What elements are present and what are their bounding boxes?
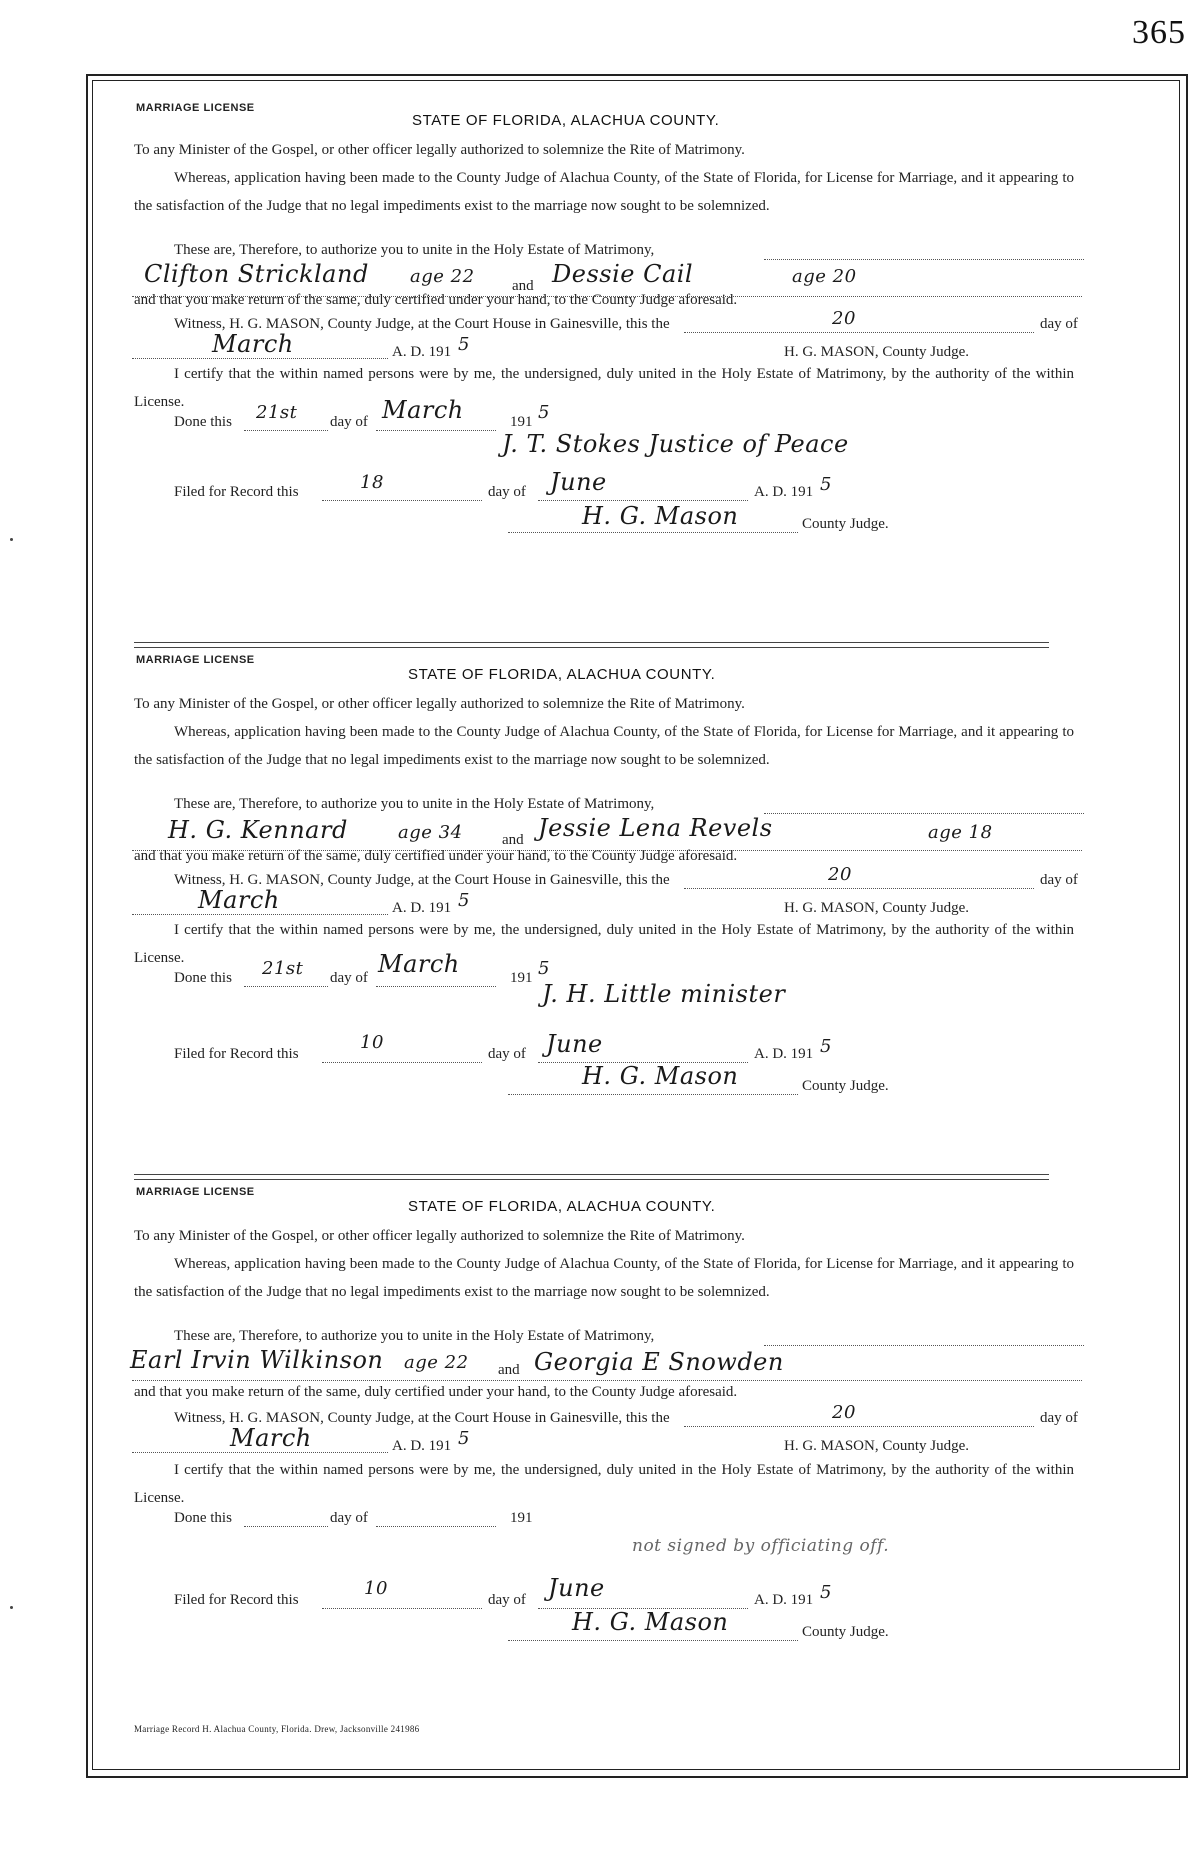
judge-signature-line: H. G. MASON, County Judge. [784, 1438, 970, 1454]
day-of-text: day of [330, 970, 368, 986]
done-this-text: Done this [174, 970, 232, 986]
blank-line [376, 1526, 496, 1527]
judge-signature-line: H. G. MASON, County Judge. [784, 344, 970, 360]
ad-text: A. D. 191 [754, 484, 814, 500]
county-judge-text: County Judge. [802, 1624, 889, 1640]
filed-month: June [550, 468, 607, 496]
blank-line [132, 1380, 1082, 1381]
blank-line [322, 1062, 482, 1063]
these-are-text: These are, Therefore, to authorize you to unite in the Holy Estate of Matrimony, [174, 796, 655, 812]
county-judge-text: County Judge. [802, 516, 889, 532]
groom-age: age 34 [398, 822, 463, 843]
day-of-text: day of [488, 1592, 526, 1608]
state-title: STATE OF FLORIDA, ALACHUA COUNTY. [408, 666, 716, 683]
bride-name: Georgia E Snowden [534, 1348, 784, 1376]
filed-day: 10 [364, 1578, 388, 1599]
witness-month: March [230, 1424, 312, 1452]
blank-line [508, 1640, 798, 1641]
ad-text: A. D. 191 [754, 1592, 814, 1608]
blank-line [508, 532, 798, 533]
judge-signature: H. G. Mason [582, 1062, 739, 1090]
witness-day: 20 [832, 1402, 856, 1423]
county-judge-text: County Judge. [802, 1078, 889, 1094]
bride-age: age 20 [792, 266, 857, 287]
blank-line [132, 358, 388, 359]
blank-line [684, 1426, 1034, 1427]
license-label: MARRIAGE LICENSE [136, 654, 255, 666]
judge-signature: H. G. Mason [572, 1608, 729, 1636]
witness-day: 20 [828, 864, 852, 885]
day-of-text: day of [488, 484, 526, 500]
done-this-text: Done this [174, 1510, 232, 1526]
blank-line [764, 813, 1084, 814]
witness-year: 5 [458, 334, 470, 355]
these-are-text: These are, Therefore, to authorize you to unite in the Holy Estate of Matrimony, [174, 242, 655, 258]
groom-age: age 22 [410, 266, 475, 287]
make-return-text: and that you make return of the same, duly certified under your hand, to the County Judge aforesaid. [134, 848, 738, 864]
blank-line [244, 430, 328, 431]
day-of-text: day of [1040, 316, 1078, 332]
done-day: 21st [256, 402, 298, 423]
blank-line [764, 259, 1084, 260]
ad-text: A. D. 191 [392, 1438, 452, 1454]
bride-name: Jessie Lena Revels [538, 814, 773, 842]
witness-text: Witness, H. G. MASON, County Judge, at the Court House in Gainesville, this the [174, 872, 670, 888]
form-footer: Marriage Record H. Alachua County, Florida. Drew, Jacksonville 241986 [134, 1724, 420, 1734]
whereas-text: Whereas, application having been made to the County Judge of Alachua County, of the State of Florida, for License for Marriage, and it appearing to the satisfaction of the Judge that no legal impediments exist to the marriage now sought to be solemnized. [134, 1256, 1074, 1300]
blank-line [322, 1608, 482, 1609]
filed-month: June [548, 1574, 605, 1602]
scan-speck [10, 1606, 13, 1609]
to-minister-text: To any Minister of the Gospel, or other officer legally authorized to solemnize the Rite of Matrimony. [134, 1228, 745, 1244]
ad-text: A. D. 191 [754, 1046, 814, 1062]
day-of-text: day of [488, 1046, 526, 1062]
blank-line [376, 986, 496, 987]
ad-text: A. D. 191 [392, 344, 452, 360]
marriage-license-1 [92, 80, 1178, 646]
blank-line [132, 1452, 388, 1453]
judge-signature: H. G. Mason [582, 502, 739, 530]
license-label: MARRIAGE LICENSE [136, 1186, 255, 1198]
witness-month: March [212, 330, 294, 358]
year-191-text: 191 [510, 970, 533, 986]
day-of-text: day of [330, 1510, 368, 1526]
marriage-license-3 [92, 1178, 1178, 1768]
blank-line [684, 332, 1034, 333]
groom-name: Earl Irvin Wilkinson [130, 1346, 384, 1374]
filed-text: Filed for Record this [174, 1592, 299, 1608]
these-are-text: These are, Therefore, to authorize you to unite in the Holy Estate of Matrimony, [174, 1328, 655, 1344]
and-text: and [512, 278, 534, 294]
make-return-text: and that you make return of the same, duly certified under your hand, to the County Judge aforesaid. [134, 292, 738, 308]
witness-year: 5 [458, 1428, 470, 1449]
state-title: STATE OF FLORIDA, ALACHUA COUNTY. [412, 112, 720, 129]
filed-year: 5 [820, 1582, 832, 1603]
witness-year: 5 [458, 890, 470, 911]
and-text: and [502, 832, 524, 848]
whereas-text: Whereas, application having been made to the County Judge of Alachua County, of the State of Florida, for License for Marriage, and it appearing to the satisfaction of the Judge that no legal impediments exist to the marriage now sought to be solemnized. [134, 724, 1074, 768]
day-of-text: day of [330, 414, 368, 430]
whereas-text: Whereas, application having been made to the County Judge of Alachua County, of the State of Florida, for License for Marriage, and it appearing to the satisfaction of the Judge that no legal impediments exist to the marriage now sought to be solemnized. [134, 170, 1074, 214]
blank-line [508, 1094, 798, 1095]
day-of-text: day of [1040, 1410, 1078, 1426]
marriage-license-2 [92, 646, 1178, 1178]
filed-year: 5 [820, 474, 832, 495]
blank-line [684, 888, 1034, 889]
filed-day: 18 [360, 472, 384, 493]
day-of-text: day of [1040, 872, 1078, 888]
to-minister-text: To any Minister of the Gospel, or other officer legally authorized to solemnize the Rite of Matrimony. [134, 142, 745, 158]
done-this-text: Done this [174, 414, 232, 430]
license-label: MARRIAGE LICENSE [136, 102, 255, 114]
page-number: 365 [1132, 14, 1186, 51]
blank-line [538, 500, 748, 501]
certify-text: I certify that the within named persons were by me, the undersigned, duly united in the Holy Estate of Matrimony, by the authority of the within License. [134, 366, 1074, 410]
officiant-signature: J. T. Stokes Justice of Peace [502, 430, 849, 458]
groom-name: H. G. Kennard [168, 816, 348, 844]
blank-line [322, 500, 482, 501]
officiant-signature: J. H. Little minister [542, 980, 786, 1008]
scan-speck [10, 538, 13, 541]
done-day: 21st [262, 958, 304, 979]
filed-month: June [546, 1030, 603, 1058]
year-191-text: 191 [510, 1510, 533, 1526]
certify-text: I certify that the within named persons were by me, the undersigned, duly united in the Holy Estate of Matrimony, by the authority of the within License. [134, 1462, 1074, 1506]
filed-text: Filed for Record this [174, 484, 299, 500]
groom-age: age 22 [404, 1352, 469, 1373]
blank-line [376, 430, 496, 431]
make-return-text: and that you make return of the same, duly certified under your hand, to the County Judge aforesaid. [134, 1384, 738, 1400]
bride-age: age 18 [928, 822, 993, 843]
year-191-text: 191 [510, 414, 533, 430]
done-year: 5 [538, 402, 550, 423]
filed-day: 10 [360, 1032, 384, 1053]
filed-year: 5 [820, 1036, 832, 1057]
and-text: and [498, 1362, 520, 1378]
blank-line [244, 986, 328, 987]
done-year: 5 [538, 958, 550, 979]
officiant-note: not signed by officiating off. [632, 1536, 890, 1556]
judge-signature-line: H. G. MASON, County Judge. [784, 900, 970, 916]
state-title: STATE OF FLORIDA, ALACHUA COUNTY. [408, 1198, 716, 1215]
blank-line [764, 1345, 1084, 1346]
filed-text: Filed for Record this [174, 1046, 299, 1062]
blank-line [132, 914, 388, 915]
done-month: March [382, 396, 464, 424]
ad-text: A. D. 191 [392, 900, 452, 916]
bride-name: Dessie Cail [552, 260, 694, 288]
blank-line [244, 1526, 328, 1527]
groom-name: Clifton Strickland [144, 260, 369, 288]
witness-text: Witness, H. G. MASON, County Judge, at the Court House in Gainesville, this the [174, 316, 670, 332]
done-month: March [378, 950, 460, 978]
witness-month: March [198, 886, 280, 914]
certify-text: I certify that the within named persons were by me, the undersigned, duly united in the Holy Estate of Matrimony, by the authority of the within License. [134, 922, 1074, 966]
to-minister-text: To any Minister of the Gospel, or other officer legally authorized to solemnize the Rite of Matrimony. [134, 696, 745, 712]
witness-text: Witness, H. G. MASON, County Judge, at the Court House in Gainesville, this the [174, 1410, 670, 1426]
witness-day: 20 [832, 308, 856, 329]
